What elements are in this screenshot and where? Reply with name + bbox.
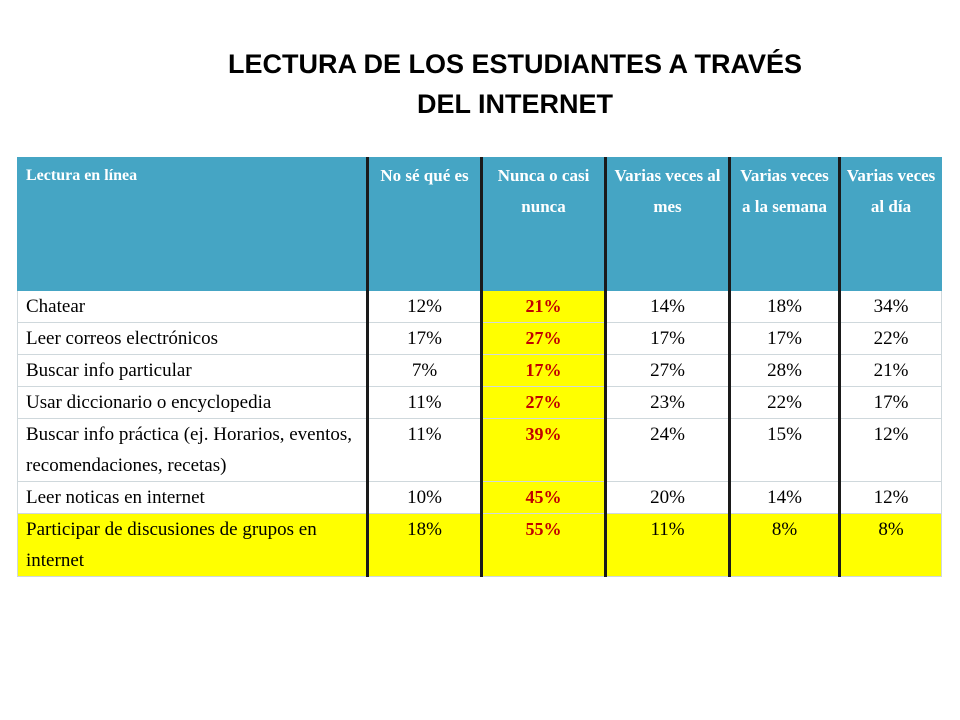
cell-dont-know: 12%	[368, 291, 482, 323]
cell-never: 27%	[482, 387, 606, 419]
cell-weekly: 14%	[730, 482, 840, 514]
page-title	[150, 44, 880, 124]
row-label: Leer correos electrónicos	[18, 323, 368, 355]
cell-daily: 22%	[840, 323, 942, 355]
cell-never: 55%	[482, 514, 606, 577]
cell-dont-know: 7%	[368, 355, 482, 387]
cell-monthly: 17%	[606, 323, 730, 355]
cell-daily: 12%	[840, 419, 942, 482]
cell-monthly: 14%	[606, 291, 730, 323]
header-never: Nunca o casi nunca	[482, 158, 606, 291]
table-header-row	[18, 158, 942, 291]
row-label: Usar diccionario o encyclopedia	[18, 387, 368, 419]
row-label: Chatear	[18, 291, 368, 323]
cell-weekly: 15%	[730, 419, 840, 482]
cell-monthly: 11%	[606, 514, 730, 577]
reading-table	[17, 157, 942, 577]
header-monthly: Varias veces al mes	[606, 158, 730, 291]
header-weekly: Varias veces a la semana	[730, 158, 840, 291]
cell-never: 27%	[482, 323, 606, 355]
table-row	[18, 355, 942, 387]
cell-never: 17%	[482, 355, 606, 387]
cell-never: 21%	[482, 291, 606, 323]
row-label: Leer noticas en internet	[18, 482, 368, 514]
table-row	[18, 387, 942, 419]
table-row	[18, 482, 942, 514]
cell-daily: 12%	[840, 482, 942, 514]
row-label: Buscar info particular	[18, 355, 368, 387]
cell-weekly: 22%	[730, 387, 840, 419]
cell-weekly: 28%	[730, 355, 840, 387]
cell-never: 45%	[482, 482, 606, 514]
cell-daily: 34%	[840, 291, 942, 323]
header-online-reading: Lectura en línea	[18, 158, 368, 291]
cell-dont-know: 17%	[368, 323, 482, 355]
cell-weekly: 17%	[730, 323, 840, 355]
table-row	[18, 291, 942, 323]
table-row	[18, 514, 942, 577]
row-label: Participar de discusiones de grupos en internet	[18, 514, 368, 577]
cell-dont-know: 11%	[368, 387, 482, 419]
cell-weekly: 8%	[730, 514, 840, 577]
cell-daily: 21%	[840, 355, 942, 387]
row-label: Buscar info práctica (ej. Horarios, eventos, recomendaciones, recetas)	[18, 419, 368, 482]
cell-monthly: 20%	[606, 482, 730, 514]
cell-weekly: 18%	[730, 291, 840, 323]
cell-dont-know: 18%	[368, 514, 482, 577]
title-line-1: LECTURA DE LOS ESTUDIANTES A TRAVÉS	[227, 49, 803, 79]
header-daily: Varias veces al día	[840, 158, 942, 291]
table-row	[18, 419, 942, 482]
cell-never: 39%	[482, 419, 606, 482]
header-dont-know: No sé qué es	[368, 158, 482, 291]
cell-dont-know: 11%	[368, 419, 482, 482]
cell-monthly: 23%	[606, 387, 730, 419]
cell-daily: 8%	[840, 514, 942, 577]
cell-monthly: 27%	[606, 355, 730, 387]
title-line-2: DEL INTERNET	[416, 89, 613, 119]
cell-dont-know: 10%	[368, 482, 482, 514]
table-row	[18, 323, 942, 355]
cell-daily: 17%	[840, 387, 942, 419]
cell-monthly: 24%	[606, 419, 730, 482]
